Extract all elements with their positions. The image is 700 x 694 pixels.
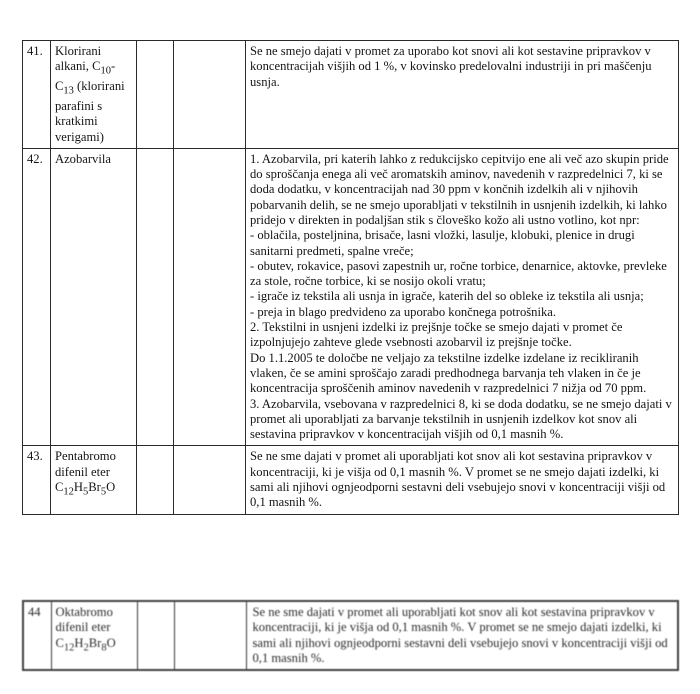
row-number: 41. bbox=[23, 41, 51, 149]
empty-cell bbox=[174, 446, 246, 514]
row-number: 43. bbox=[23, 446, 51, 514]
restriction-text: Se ne sme dajati v promet ali uporabljati kot snov ali kot sestavina pripravkov v koncentraciji, ki je višja od 0,1 masnih %. V promet se ne smejo dajati izdelki, ki sami ali njihovi ognjeodporni sestavni deli vsebujejo snovi v koncentraciji višji od 0,1 masnih %. bbox=[246, 601, 678, 670]
substance-name: Azobarvila bbox=[51, 148, 137, 446]
empty-cell bbox=[174, 41, 246, 149]
empty-cell bbox=[137, 148, 174, 446]
restriction-text: Se ne sme dajati v promet ali uporabljati kot snov ali kot sestavina pripravkov v koncentraciji, ki je višja od 0,1 masnih %. V promet se ne smejo dajati izdelki, ki sami ali njihovi ognjeodporni sestavni deli vsebujejo snovi v koncentraciji višji od 0,1 masnih %. bbox=[246, 446, 679, 514]
row-number: 42. bbox=[23, 148, 51, 446]
restriction-text: 1. Azobarvila, pri katerih lahko z redukcijsko cepitvijo ene ali več azo skupin pride do sproščanja enega ali več aromatskih aminov, navedenih v razpredelnici 7, ki se doda dodatku, v koncentracijah nad 30 ppm v končnih izdelkih ali v njihovih pobarvanih delih, se ne smejo uporabljati v tekstilnih in usnjenih izdelkih, ki lahko pridejo v direkten in podaljšan stik s človeško kožo ali ustno votlino, kot npr: - oblačila, posteljnina, brisače, lasni vložki, lasulje, klobuki, plenice in drugi sanitarni predmeti, spalne vreče; - obutev, rokavice, pasovi zapestnih ur, ročne torbice, denarnice, aktovke, prevleke za stole, ročne torbice, ki se nosijo okoli vratu; - igrače iz tekstila ali usnja in igrače, katerih del so obleke iz tekstila ali usnja; - preja in blago predvideno za uporabo končnega potrošnika. 2. Tekstilni in usnjeni izdelki iz prejšnje točke se smejo dajati v promet če izpolnjujejo zahteve glede vsebnosti azobarvil iz prejšnje točke. Do 1.1.2005 te določbe ne veljajo za tekstilne izdelke izdelane iz recikliranih vlaken, če se amini sproščajo zaradi predhodnega barvanja teh vlaken in če je koncentracija sproščenih aminov navedenih v razpredelnici 7 nižja od 70 ppm. 3. Azobarvila, vsebovana v razpredelnici 8, ki se doda dodatku, se ne smejo dajati v promet ali uporabljati za barvanje tekstilnih in usnjenih izdelkov kot snov ali sestavina pripravkov v koncentracijah višjih od 0,1 masnih %. bbox=[246, 148, 679, 446]
substance-name: Pentabromo difenil eter $C_{12}H_5Br_5O$ bbox=[51, 446, 137, 514]
empty-cell bbox=[137, 601, 174, 670]
empty-cell bbox=[174, 148, 246, 446]
table-row bbox=[23, 41, 679, 149]
table-row bbox=[23, 601, 678, 670]
restriction-text: Se ne smejo dajati v promet za uporabo kot snovi ali kot sestavine pripravkov v koncentracijah višjih od 1 %, v kovinsko predelovalni industriji in pri maščenju usnja. bbox=[246, 41, 679, 149]
empty-cell bbox=[137, 446, 174, 514]
empty-cell bbox=[137, 41, 174, 149]
substance-name: Oktabromo difenil eter $C_{12}H_2Br_8O$ bbox=[51, 601, 137, 670]
table-row bbox=[23, 446, 679, 514]
row-number: 44 bbox=[23, 601, 51, 670]
empty-cell bbox=[174, 601, 246, 670]
restrictions-table bbox=[22, 40, 679, 515]
substance-name: Klorirani alkani, $C_{10}-$ $C_{13}$ (klorirani parafini s kratkimi verigami) bbox=[51, 41, 137, 149]
table-row bbox=[23, 148, 679, 446]
restrictions-table-continued bbox=[22, 600, 679, 671]
